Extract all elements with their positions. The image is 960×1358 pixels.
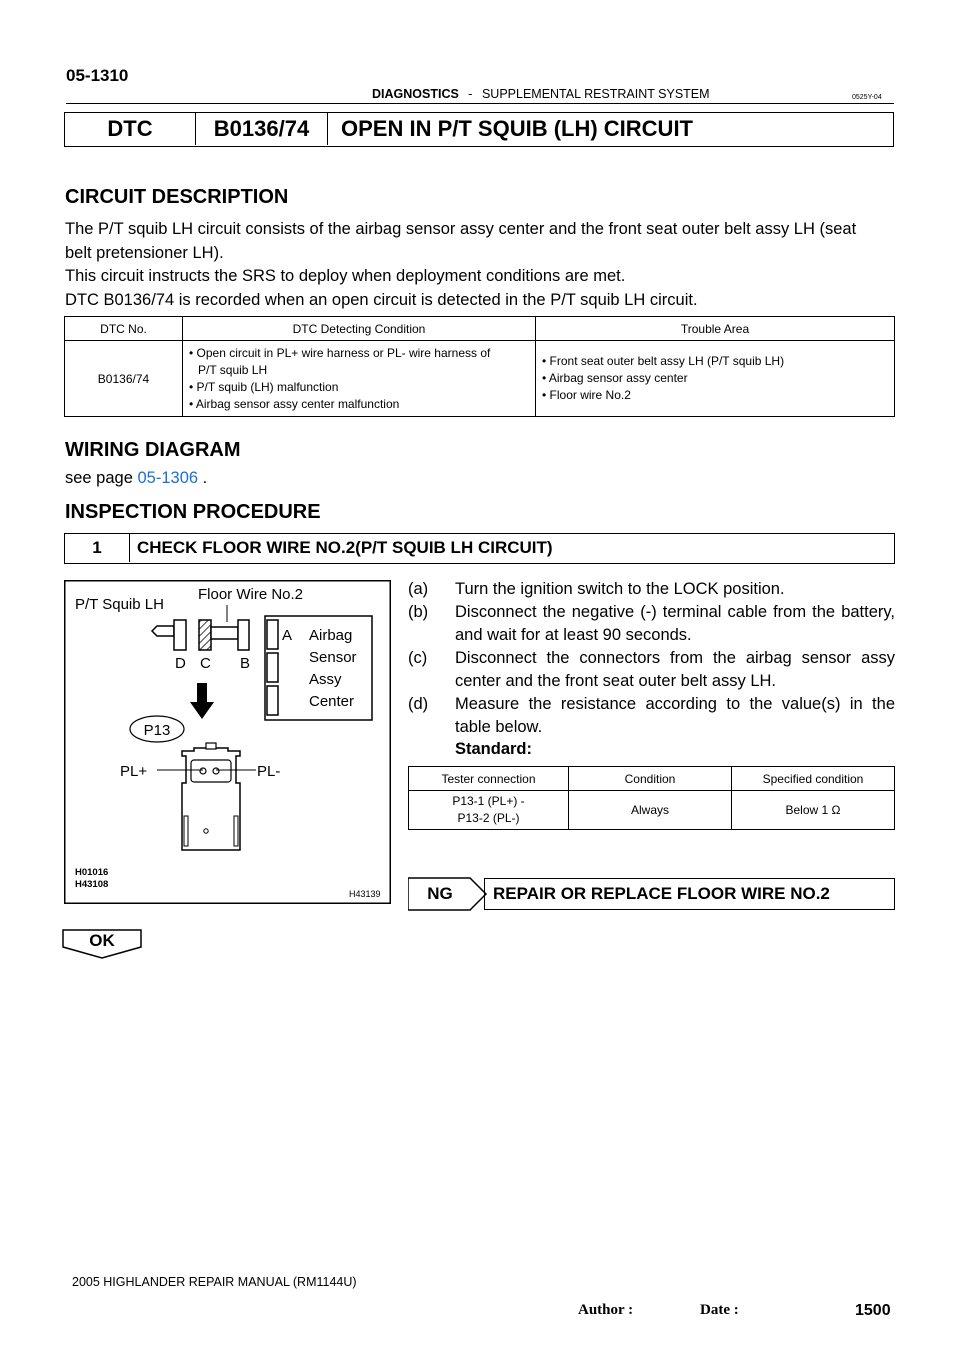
step-d bbox=[408, 693, 898, 739]
squib-plug bbox=[152, 626, 174, 636]
circuit-line-1: The P/T squib LH circuit consists of the airbag sensor assy center and the front seat outer belt assy LH (seat bbox=[65, 220, 857, 238]
label-b: B bbox=[240, 655, 251, 672]
code-h01016: H01016 bbox=[75, 867, 109, 878]
label-c: C bbox=[200, 655, 211, 672]
circuit-line-2: belt pretensioner LH). bbox=[65, 243, 224, 262]
header-ref: 0525Y-04 bbox=[852, 94, 882, 101]
code-h43108: H43108 bbox=[75, 879, 109, 890]
dtc-table-header-dtc: DTC No. bbox=[65, 317, 183, 341]
terminal-1 bbox=[200, 768, 206, 774]
ng-label: NG bbox=[427, 884, 453, 903]
page-code: 05-1310 bbox=[66, 66, 129, 85]
label-floor-wire: Floor Wire No.2 bbox=[198, 586, 304, 603]
dtc-table-header-area: Trouble Area bbox=[536, 317, 895, 341]
wiring-see-page bbox=[65, 469, 207, 488]
header-subsection: SUPPLEMENTAL RESTRAINT SYSTEM bbox=[481, 87, 710, 101]
sensor-connector-2 bbox=[267, 653, 278, 682]
condition-item: • Open circuit in PL+ wire harness or PL- wire harness of bbox=[189, 345, 491, 360]
res-header-connection: Tester connection bbox=[409, 767, 569, 791]
sensor-connector-3 bbox=[267, 686, 278, 715]
res-header-condition: Condition bbox=[569, 767, 732, 791]
label-sensor-4: Center bbox=[309, 693, 355, 710]
ok-label: OK bbox=[89, 931, 115, 950]
connector-diagram bbox=[64, 580, 391, 904]
circuit-line-3: This circuit instructs the SRS to deploy when deployment conditions are met. bbox=[65, 267, 626, 285]
step-b-text: Disconnect the negative (-) terminal cable from the battery, and wait for at least 90 seconds. bbox=[455, 603, 895, 644]
wiring-diagram-heading: WIRING DIAGRAM bbox=[65, 439, 241, 461]
label-sensor-1: Airbag bbox=[309, 627, 353, 644]
dtc-table-areas bbox=[536, 341, 895, 417]
condition-item: • Airbag sensor assy center malfunction bbox=[189, 396, 400, 411]
dtc-title-box bbox=[64, 112, 894, 147]
label-p13: P13 bbox=[143, 722, 171, 739]
res-connection-line-1: P13-1 (PL+) - bbox=[452, 794, 525, 808]
p13-hole bbox=[204, 829, 208, 833]
res-header-spec: Specified condition bbox=[732, 767, 895, 791]
floor-connector-c bbox=[199, 620, 211, 650]
step-1-title: CHECK FLOOR WIRE NO.2(P/T SQUIB LH CIRCUIT) bbox=[137, 538, 553, 557]
res-spec: Below 1 Ω bbox=[732, 791, 895, 830]
step-1-box bbox=[64, 533, 895, 564]
dtc-table-code: B0136/74 bbox=[65, 341, 183, 417]
step-d-text: Measure the resistance according to the value(s) in the table below. bbox=[455, 695, 895, 736]
step-a-label: (a) bbox=[408, 580, 429, 598]
dtc-title-code: B0136/74 bbox=[196, 113, 328, 145]
header-rule bbox=[66, 103, 894, 104]
condition-item: • P/T squib (LH) malfunction bbox=[189, 379, 339, 394]
res-condition: Always bbox=[569, 791, 732, 830]
floor-connector-b bbox=[238, 620, 249, 650]
header-section-name: DIAGNOSTICS bbox=[372, 87, 459, 101]
terminal-2 bbox=[213, 768, 219, 774]
step-a-text: Turn the ignition switch to the LOCK position. bbox=[455, 580, 785, 598]
header-dash: - bbox=[468, 87, 473, 101]
standard-label: Standard: bbox=[455, 740, 533, 758]
label-pl-minus: PL- bbox=[257, 763, 281, 780]
floor-wire-body bbox=[211, 627, 238, 639]
step-1-number: 1 bbox=[65, 534, 130, 562]
ng-action-box: REPAIR OR REPLACE FLOOR WIRE NO.2 bbox=[484, 878, 895, 910]
sensor-connector-a bbox=[267, 620, 278, 649]
step-c-text: Disconnect the connectors from the airbag sensor assy center and the front seat outer belt assy LH. bbox=[455, 649, 895, 690]
inspection-procedure-heading: INSPECTION PROCEDURE bbox=[65, 501, 321, 523]
circuit-description-body bbox=[65, 218, 905, 312]
area-item: • Front seat outer belt assy LH (P/T squib LH) bbox=[542, 354, 785, 368]
circuit-description-heading: CIRCUIT DESCRIPTION bbox=[65, 186, 289, 208]
res-connection-line-2: P13-2 (PL-) bbox=[457, 811, 520, 825]
label-d: D bbox=[175, 655, 186, 672]
dtc-table-conditions bbox=[183, 341, 536, 417]
p13-slot-left bbox=[184, 816, 188, 846]
dtc-title-label: DTC bbox=[65, 113, 196, 145]
down-arrow-icon bbox=[190, 683, 214, 719]
step-b bbox=[408, 601, 898, 647]
circuit-line-4: DTC B0136/74 is recorded when an open circuit is detected in the P/T squib LH circuit. bbox=[65, 290, 698, 309]
area-item: • Airbag sensor assy center bbox=[542, 371, 688, 385]
label-sensor-3: Assy bbox=[309, 671, 342, 688]
p13-terminal-area bbox=[191, 760, 231, 782]
footer-author: Author : bbox=[578, 1302, 634, 1318]
code-h43139: H43139 bbox=[349, 889, 381, 899]
step-d-label: (d) bbox=[408, 695, 429, 713]
area-item: • Floor wire No.2 bbox=[542, 388, 631, 402]
see-page-link[interactable]: 05-1306 bbox=[137, 469, 199, 487]
condition-item: P/T squib LH bbox=[198, 362, 268, 377]
step-b-label: (b) bbox=[408, 603, 429, 621]
footer-manual: 2005 HIGHLANDER REPAIR MANUAL (RM1144U) bbox=[72, 1275, 357, 1289]
footer-date: Date : bbox=[700, 1302, 739, 1318]
label-sensor-2: Sensor bbox=[309, 649, 357, 666]
label-pl-plus: PL+ bbox=[120, 763, 148, 780]
step-c-label: (c) bbox=[408, 649, 428, 667]
p13-latch bbox=[206, 743, 216, 749]
step-a bbox=[408, 578, 898, 601]
p13-slot-right bbox=[234, 816, 238, 846]
squib-connector-d bbox=[174, 620, 186, 650]
header-section bbox=[372, 87, 710, 101]
see-page-dot: . bbox=[202, 469, 208, 487]
footer-page-number: 1500 bbox=[855, 1302, 891, 1319]
dtc-title-description: OPEN IN P/T SQUIB (LH) CIRCUIT bbox=[341, 116, 693, 141]
label-squib: P/T Squib LH bbox=[75, 596, 164, 613]
dtc-table-header-condition: DTC Detecting Condition bbox=[183, 317, 536, 341]
resistance-table bbox=[408, 766, 895, 830]
dtc-table bbox=[64, 316, 895, 417]
label-a: A bbox=[282, 627, 293, 644]
res-connection bbox=[409, 791, 569, 830]
step-c bbox=[408, 647, 898, 693]
see-page-text: see page bbox=[65, 469, 133, 487]
